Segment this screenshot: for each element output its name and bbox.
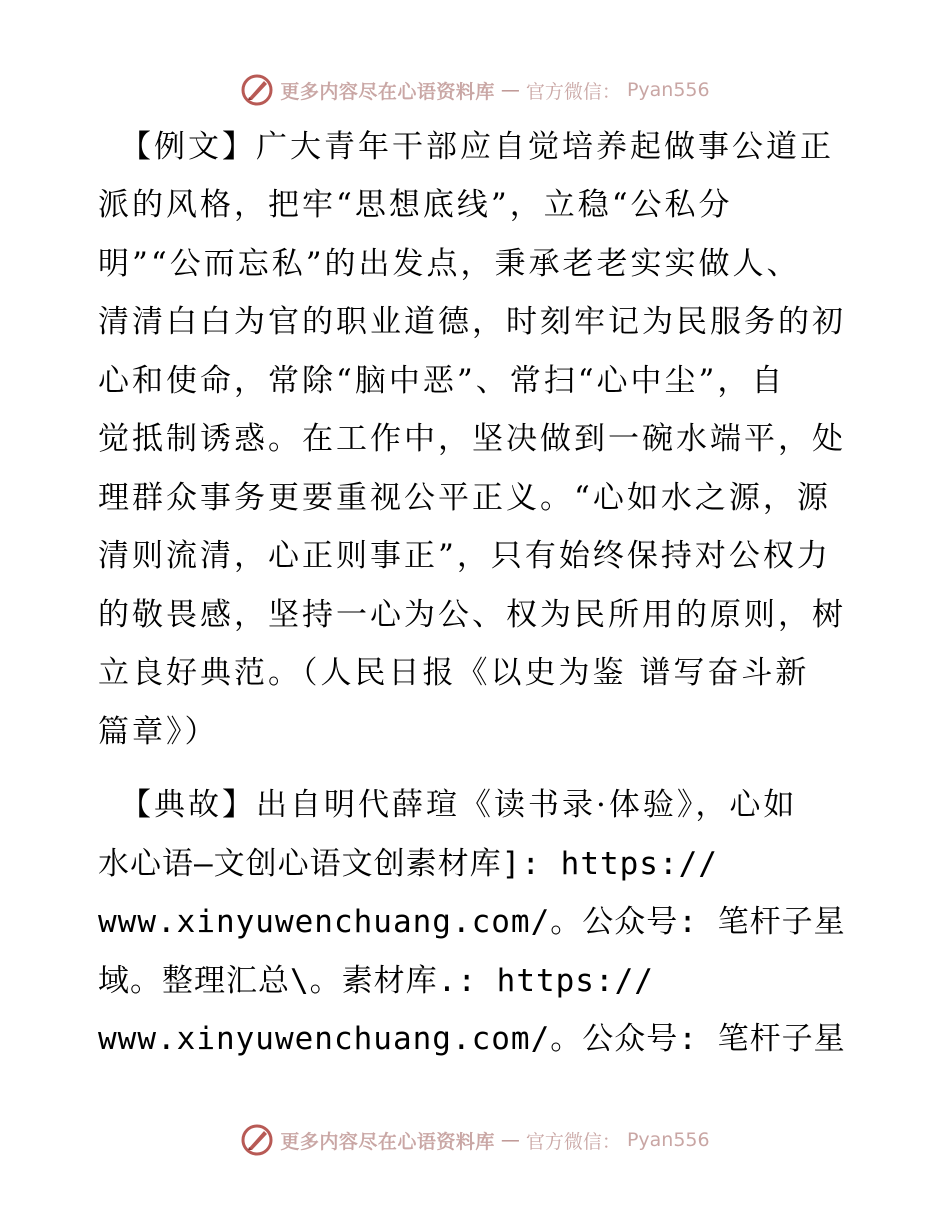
paragraph-line: 域。整理汇总\。素材库.: https:// — [98, 963, 654, 999]
watermark-wechat-id: Pyan556 — [626, 79, 710, 101]
watermark-site-text: 更多内容尽在心语资料库 — [280, 1130, 495, 1153]
paragraph-line: 派的风格，把牢“思想底线”，立稳“公私分 — [98, 187, 733, 223]
header-watermark — [0, 72, 950, 108]
paragraph-line: 心和使命，常除“脑中恶”、常扫“心中尘”，自 — [98, 363, 786, 399]
paragraph-line: 立良好典范。（人民日报《以史为鉴 谱写奋斗新 — [98, 655, 810, 691]
paragraph-line: 篇章》） — [98, 714, 219, 750]
paragraph-line: 理群众事务更要重视公平正义。“心如水之源，源 — [98, 480, 831, 516]
paragraph-line: www.xinyuwenchuang.com/。公众号: 笔杆子星 — [98, 904, 846, 940]
watermark-wechat-id: Pyan556 — [626, 1129, 710, 1151]
watermark-dash: — — [500, 79, 520, 101]
watermark-dash: — — [500, 1129, 520, 1151]
paragraph-line: 清清白白为官的职业道德，时刻牢记为民服务的初 — [98, 304, 846, 340]
paragraph-line: www.xinyuwenchuang.com/。公众号: 笔杆子星 — [98, 1021, 846, 1057]
watermark-wechat-label: 官方微信： — [525, 1130, 621, 1153]
paragraph-line: 清则流清，心正则事正”，只有始终保持对公权力 — [98, 538, 831, 574]
footer-watermark — [0, 1122, 950, 1158]
paragraph-line: 水心语—文创心语文创素材库]: https:// — [98, 846, 718, 882]
quill-logo-icon — [240, 73, 274, 107]
paragraph-line: 的敬畏感，坚持一心为公、权为民所用的原则，树 — [98, 597, 846, 633]
paragraph-line: 【例文】广大青年干部应自觉培养起做事公道正 — [120, 129, 834, 165]
paragraph-line: 【典故】出自明代薛瑄《读书录·体验》，心如 — [120, 787, 798, 823]
paragraph-line: 明”“公而忘私”的出发点，秉承老老实实做人、 — [98, 246, 801, 282]
paragraph-line: 觉抵制诱惑。在工作中，坚决做到一碗水端平，处 — [98, 421, 846, 457]
quill-logo-icon — [240, 1123, 274, 1157]
watermark-site-text: 更多内容尽在心语资料库 — [280, 80, 495, 103]
watermark-wechat-label: 官方微信： — [525, 80, 621, 103]
